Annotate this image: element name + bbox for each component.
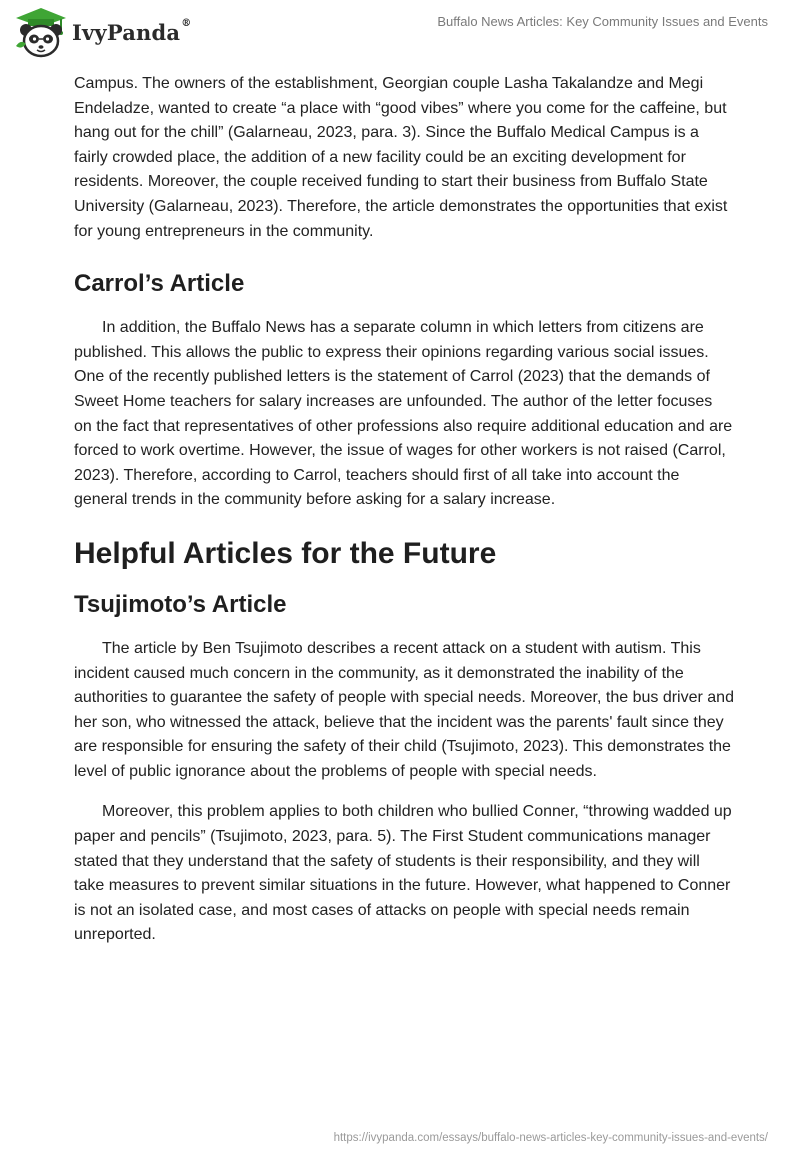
tsujimoto-heading: Tsujimoto’s Article	[74, 590, 287, 618]
carrol-heading: Carrol’s Article	[74, 270, 245, 298]
tsujimoto-paragraph-2: Moreover, this problem applies to both children who bullied Conner, “throwing wadded up paper and pencils” (Tsujimoto, 2023, para. 5). The First Student communications manager stated that they understand that the safety of students is their responsibility, and they will take measures to prevent similar situations in the future. However, what happened to Conner is not an isolated case, and most cases of attacks on people with special needs remain unreported.	[74, 803, 732, 944]
brand-name: IvyPanda®	[72, 17, 192, 45]
intro-paragraph: Campus. The owners of the establishment, Georgian couple Lasha Takalandze and Megi Endeladze, wanted to create “a place with “good vibes” where you come for the caffeine, but hang out for the chill” (Galarneau, 2023, para. 3). Since the Buffalo Medical Campus is a fairly crowded place, the addition of a new facility could be an exciting development for residents. Moreover, the couple received funding to start their business from Buffalo State University (Galarneau, 2023). Therefore, the article demonstrates the opportunities that exist for young entrepreneurs in the community.	[74, 75, 728, 240]
section-heading: Helpful Articles for the Future	[74, 536, 497, 570]
page-header	[0, 0, 800, 62]
ivypanda-logo[interactable]	[14, 6, 191, 58]
document-title: Buffalo News Articles: Key Community Issues and Events	[437, 14, 768, 29]
panda-graduate-icon	[14, 6, 68, 58]
article-body	[74, 72, 734, 948]
carrol-paragraph: In addition, the Buffalo News has a separate column in which letters from citizens are published. This allows the public to express their opinions regarding various social issues. One of the recently published letters is the statement of Carrol (2023) that the demands of Sweet Home teachers for salary increases are unfounded. The author of the letter focuses on the fact that representatives of other professions also require additional education and are forced to work overtime. However, the issue of wages for other workers is not raised (Carrol, 2023). Therefore, according to Carrol, teachers should first of all take into account the general trends in the community before asking for a salary increase.	[74, 319, 733, 509]
tsujimoto-paragraph-1: The article by Ben Tsujimoto describes a recent attack on a student with autism. This incident caused much concern in the community, as it demonstrated the inability of the authorities to guarantee the safety of people with special needs. Moreover, the bus driver and her son, who witnessed the attack, believe that the incident was the parents' fault since they are responsible for ensuring the safety of their child (Tsujimoto, 2023). This demonstrates the level of public ignorance about the problems of people with special needs.	[74, 639, 734, 780]
source-url[interactable]: https://ivypanda.com/essays/buffalo-news-articles-key-community-issues-and-events/	[333, 1132, 768, 1144]
